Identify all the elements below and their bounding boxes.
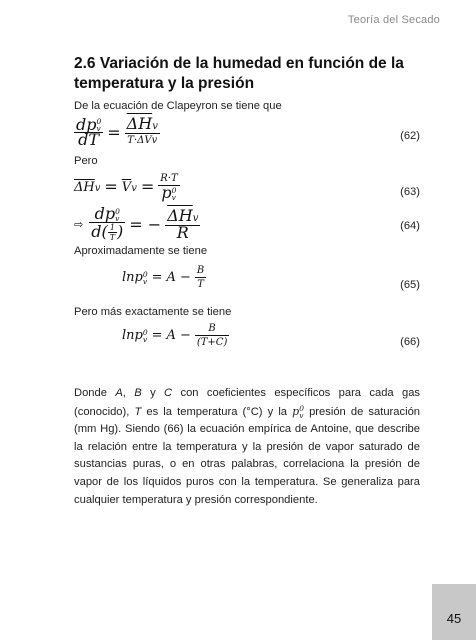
page-number: 45 [446, 611, 462, 626]
equation-number-64: (64) [400, 220, 420, 232]
section-title: 2.6 Variación de la humedad en función de la temperatura y la presión [74, 55, 404, 92]
inline-vapor-pressure-symbol: p 0 v [292, 403, 304, 420]
equation-62: dp 0 v dT = $\frac{\overline{\Delta H}v}{\text{T·ΔVv}}$ [76, 114, 158, 150]
equation-63: $\overline{\Delta H}v = \overline{V}v$ = R·T p 0 v [74, 173, 178, 202]
equation-number-66: (66) [400, 336, 420, 348]
equation-number-62: (62) [400, 130, 420, 142]
equation-66: lnp 0 v = A − $\frac{B}{(T+C)}$ [122, 323, 228, 348]
implies-arrow-icon: ⇨ [74, 217, 84, 231]
equation-number-63: (63) [400, 186, 420, 198]
equation-64: ⇨ dp 0 v d( $\frac{1}{T}$ ) = − $\frac{\overline{\Delta H}v}{R}$ [74, 204, 199, 243]
paragraph-aproximadamente: Aproximadamente se tiene [74, 245, 208, 257]
equation-65: lnp 0 v = A − $\frac{B}{T}$ [122, 265, 205, 290]
paragraph-exactamente: Pero más exactamente se tiene [74, 306, 232, 318]
running-header: Teoría del Secado [347, 14, 440, 26]
paragraph-pero: Pero [74, 155, 98, 167]
body-paragraph: Donde A, B y C con coeficientes específicos para cada gas (conocido), T es la temperatura (°C) y la p 0 v presión de saturación (mm Hg). Siendo (66) la ecuación empírica de Antoine, que describe la relación entre la temperatura y la presión de vapor saturado de sustancias puras, o en otras palabras, correlaciona la presión de vapor de los líquidos puros con la temperatura. Se generaliza para cualquier temperatura y presión correspondiente. [74, 387, 421, 506]
equation-number-65: (65) [400, 279, 420, 291]
paragraph-clapeyron: De la ecuación de Clapeyron se tiene que [74, 100, 282, 112]
